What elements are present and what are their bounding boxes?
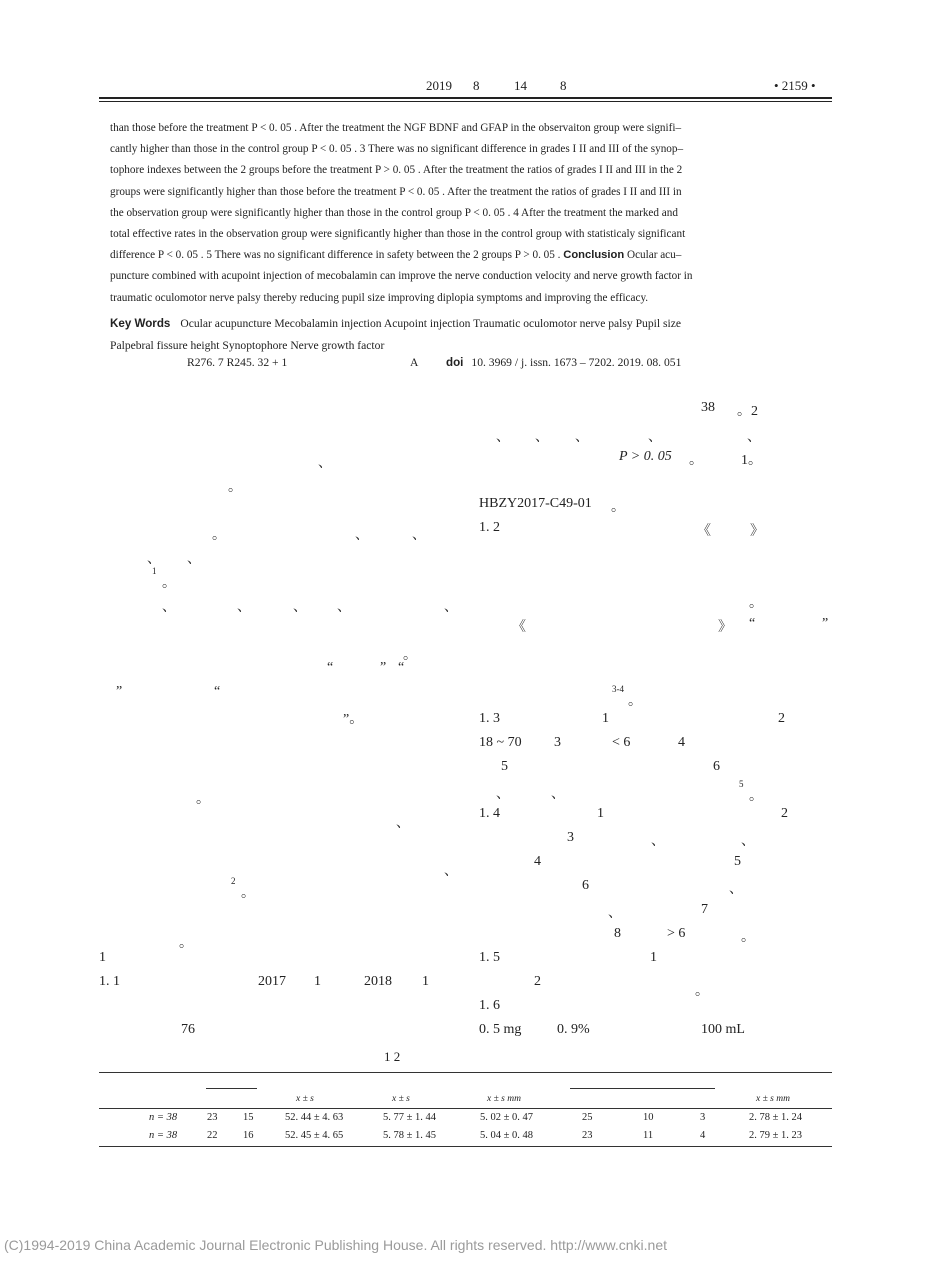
punct: 。: [628, 694, 642, 709]
table-ref: 1。: [741, 453, 762, 468]
section-1-2: 1. 2: [479, 520, 500, 535]
table-bottom-rule: [99, 1146, 832, 1147]
quote-mark: “: [398, 660, 405, 675]
table-subheader-rule: [206, 1088, 257, 1089]
abstract-line: cantly higher than those in the control group P < 0. 05 . 3 There was no significant difference in grades I II and III of the synop–: [110, 143, 684, 156]
volume: 100 mL: [701, 1022, 745, 1037]
age-range: 18 ~ 70: [479, 735, 522, 750]
clc-number: R276. 7 R245. 32 + 1: [187, 356, 288, 369]
punct: 。: [228, 480, 242, 495]
english-abstract: [110, 118, 822, 309]
header-rule-thick: [99, 97, 832, 99]
reference-superscript: 5: [739, 779, 744, 789]
punct: 。: [749, 789, 763, 804]
header-month: 8: [473, 78, 480, 93]
punct: 、: [535, 430, 549, 445]
saline-concentration: 0. 9%: [557, 1022, 590, 1037]
quote-mark: “: [214, 684, 221, 699]
row-group-size: n = 38: [149, 1112, 178, 1123]
criterion-number: 6: [582, 878, 589, 893]
punct: 、: [747, 430, 761, 445]
quote-mark: “: [749, 616, 756, 631]
criterion-number: 6: [713, 759, 720, 774]
punct: 、: [162, 600, 176, 615]
abstract-line: total effective rates in the observation group were significantly higher than those in the control group with statisticaly significant: [110, 228, 686, 241]
greater-than-6: > 6: [667, 926, 686, 941]
criterion-number: 1: [602, 711, 609, 726]
start-month: 1: [314, 974, 321, 989]
section-1-number: 1: [99, 950, 106, 965]
doi-value: 10. 3969 / j. issn. 1673 – 7202. 2019. 08. 051: [471, 356, 682, 369]
abstract-line: traumatic oculomotor nerve palsy thereby reducing pupil size improving diplopia symptoms and improving the efficacy.: [110, 291, 649, 304]
cell: 16: [243, 1130, 254, 1141]
keywords-line-1: Ocular acupuncture Mecobalamin injection Acupoint injection Traumatic oculomotor nerve palsy Pupil size: [180, 317, 682, 330]
punct: 、: [648, 430, 662, 445]
copyright-footer: (C)1994-2019 China Academic Journal Electronic Publishing House. All rights reserved. http://www.cnki.net: [4, 1237, 667, 1253]
abstract-line: the observation group were significantly higher than those in the control group P < 0. 05 . 4 After the treatment the marked and: [110, 206, 678, 219]
book-bracket: 《: [697, 524, 711, 539]
abstract-line: groups were significantly higher than those before the treatment P < 0. 05 . After the treatment the ratios of grades I II and III in: [110, 185, 682, 198]
criterion-number: 4: [534, 854, 541, 869]
punct: 。: [241, 886, 255, 901]
cell: 5. 04 ± 0. 48: [480, 1130, 534, 1141]
punct: 。: [741, 930, 755, 945]
reference-superscript: 1: [152, 566, 157, 576]
punct: 、: [651, 834, 665, 849]
punct: 、: [318, 456, 332, 471]
punct: 。: [695, 984, 709, 999]
patient-count: 76: [181, 1022, 195, 1037]
keywords-line-2: Palpebral fissure height Synoptophore Nerve growth factor: [110, 339, 385, 352]
cell: 23: [582, 1130, 593, 1141]
reference-superscript: 3-4: [612, 684, 624, 694]
punct: 、: [496, 430, 510, 445]
punct: 、: [444, 600, 458, 615]
punct: 。: [689, 453, 703, 468]
col-header-duration: x ± s: [392, 1094, 410, 1104]
punct: 。: [179, 936, 193, 951]
book-bracket: 《: [512, 620, 526, 635]
punct: 。: [212, 528, 226, 543]
criterion-number: 2: [781, 806, 788, 821]
abstract-line: puncture combined with acupoint injection of mecobalamin can improve the nerve conduction velocity and nerve growth factor in: [110, 270, 693, 283]
criterion-number: 1: [650, 950, 657, 965]
table-caption: 1 2: [384, 1049, 401, 1064]
cell: 2. 79 ± 1. 23: [749, 1130, 803, 1141]
cell: 15: [243, 1112, 254, 1123]
abstract-line-conclusion: [110, 245, 822, 266]
header-rule-thin: [99, 101, 832, 102]
group-size: 38: [701, 400, 715, 415]
punct: 、: [237, 600, 251, 615]
section-1-5: 1. 5: [479, 950, 500, 965]
criterion-number: 1: [597, 806, 604, 821]
row-group-size: n = 38: [149, 1130, 178, 1141]
table-subheader-rule: [570, 1088, 715, 1089]
criterion-number: 3: [567, 830, 574, 845]
punct: 、: [293, 600, 307, 615]
cell: 52. 44 ± 4. 63: [285, 1112, 344, 1123]
punct: 、: [741, 834, 755, 849]
abstract-line: difference P < 0. 05 . 5 There was no significant difference in safety between the 2 groups P > 0. 05 .: [110, 249, 561, 262]
criterion-number: 7: [701, 902, 708, 917]
quote-mark: ”: [116, 684, 123, 699]
section-1-6: 1. 6: [479, 998, 500, 1013]
col-header-fissure: x ± s mm: [756, 1094, 790, 1104]
doi-label: doi: [446, 356, 464, 369]
keywords: [110, 313, 822, 357]
section-1-4: 1. 4: [479, 806, 500, 821]
criterion-number: 2: [534, 974, 541, 989]
punct: 、: [496, 787, 510, 802]
abstract-line: tophore indexes between the 2 groups before the treatment P > 0. 05 . After the treatment the ratios of grades I II and III in the 2: [110, 164, 683, 177]
cell: 52. 45 ± 4. 65: [285, 1130, 344, 1141]
cell: 5. 02 ± 0. 47: [480, 1112, 534, 1123]
conclusion-start: Ocular acu–: [626, 249, 682, 262]
ethics-number: HBZY2017-C49-01: [479, 496, 592, 511]
header-page-number: • 2159 •: [774, 78, 816, 93]
criterion-number: 2: [778, 711, 785, 726]
p-value: P > 0. 05: [619, 449, 672, 464]
cell: 23: [207, 1112, 218, 1123]
end-month: 1: [422, 974, 429, 989]
section-1-1-number: 1. 1: [99, 974, 120, 989]
cell: 5. 78 ± 1. 45: [383, 1130, 437, 1141]
punct: 。: [196, 792, 210, 807]
punct: 、: [444, 864, 458, 879]
punct: 、: [337, 600, 351, 615]
reference-superscript: 2: [231, 876, 236, 886]
section-1-3: 1. 3: [479, 711, 500, 726]
keywords-label: Key Words: [110, 317, 171, 330]
abstract-line: than those before the treatment P < 0. 05 . After the treatment the NGF BDNF and GFAP in the observaiton group were signifi–: [110, 122, 682, 134]
quote-mark: “: [327, 660, 334, 675]
punct: 。: [162, 576, 176, 591]
quote-mark: ”: [380, 660, 387, 675]
cell: 4: [700, 1130, 706, 1141]
table-header-rule: [99, 1108, 832, 1109]
book-bracket: 》: [750, 524, 764, 539]
doi-line: [446, 356, 681, 369]
header-issue: 8: [560, 78, 567, 93]
dose: 0. 5 mg: [479, 1022, 522, 1037]
punct: 、: [187, 552, 201, 567]
cell: 25: [582, 1112, 593, 1123]
header-volume: 14: [514, 78, 527, 93]
punct: 。: [749, 596, 763, 611]
less-than-6: < 6: [612, 735, 631, 750]
cell: 5. 77 ± 1. 44: [383, 1112, 437, 1123]
cell: 11: [643, 1130, 654, 1141]
col-header-pupil: x ± s mm: [487, 1094, 521, 1104]
conclusion-label: Conclusion: [563, 249, 625, 262]
punct: 。2: [737, 404, 758, 419]
punct: 、: [575, 430, 589, 445]
punct: 、: [551, 787, 565, 802]
punct: 、: [412, 528, 426, 543]
cell: 2. 78 ± 1. 24: [749, 1112, 803, 1123]
cell: 10: [643, 1112, 654, 1123]
punct: 、: [396, 816, 410, 831]
punct: 、: [729, 882, 743, 897]
criterion-number: 5: [734, 854, 741, 869]
document-code: A: [410, 356, 419, 369]
table-top-rule: [99, 1072, 832, 1073]
criterion-number: 8: [614, 926, 621, 941]
book-bracket: 》: [718, 620, 732, 635]
punct: 。: [403, 648, 417, 663]
criterion-number: 4: [678, 735, 685, 750]
punct: 、: [147, 552, 161, 567]
header-year: 2019: [426, 78, 452, 93]
end-year: 2018: [364, 974, 392, 989]
cell: 3: [700, 1112, 706, 1123]
punct: 、: [355, 528, 369, 543]
start-year: 2017: [258, 974, 286, 989]
quote-mark: ”: [822, 616, 829, 631]
criterion-number: 5: [501, 759, 508, 774]
cell: 22: [207, 1130, 218, 1141]
criterion-number: 3: [554, 735, 561, 750]
quote-mark: ”。: [343, 712, 364, 727]
col-header-age: x ± s: [296, 1094, 314, 1104]
punct: 。: [611, 500, 625, 515]
punct: 、: [608, 906, 622, 921]
